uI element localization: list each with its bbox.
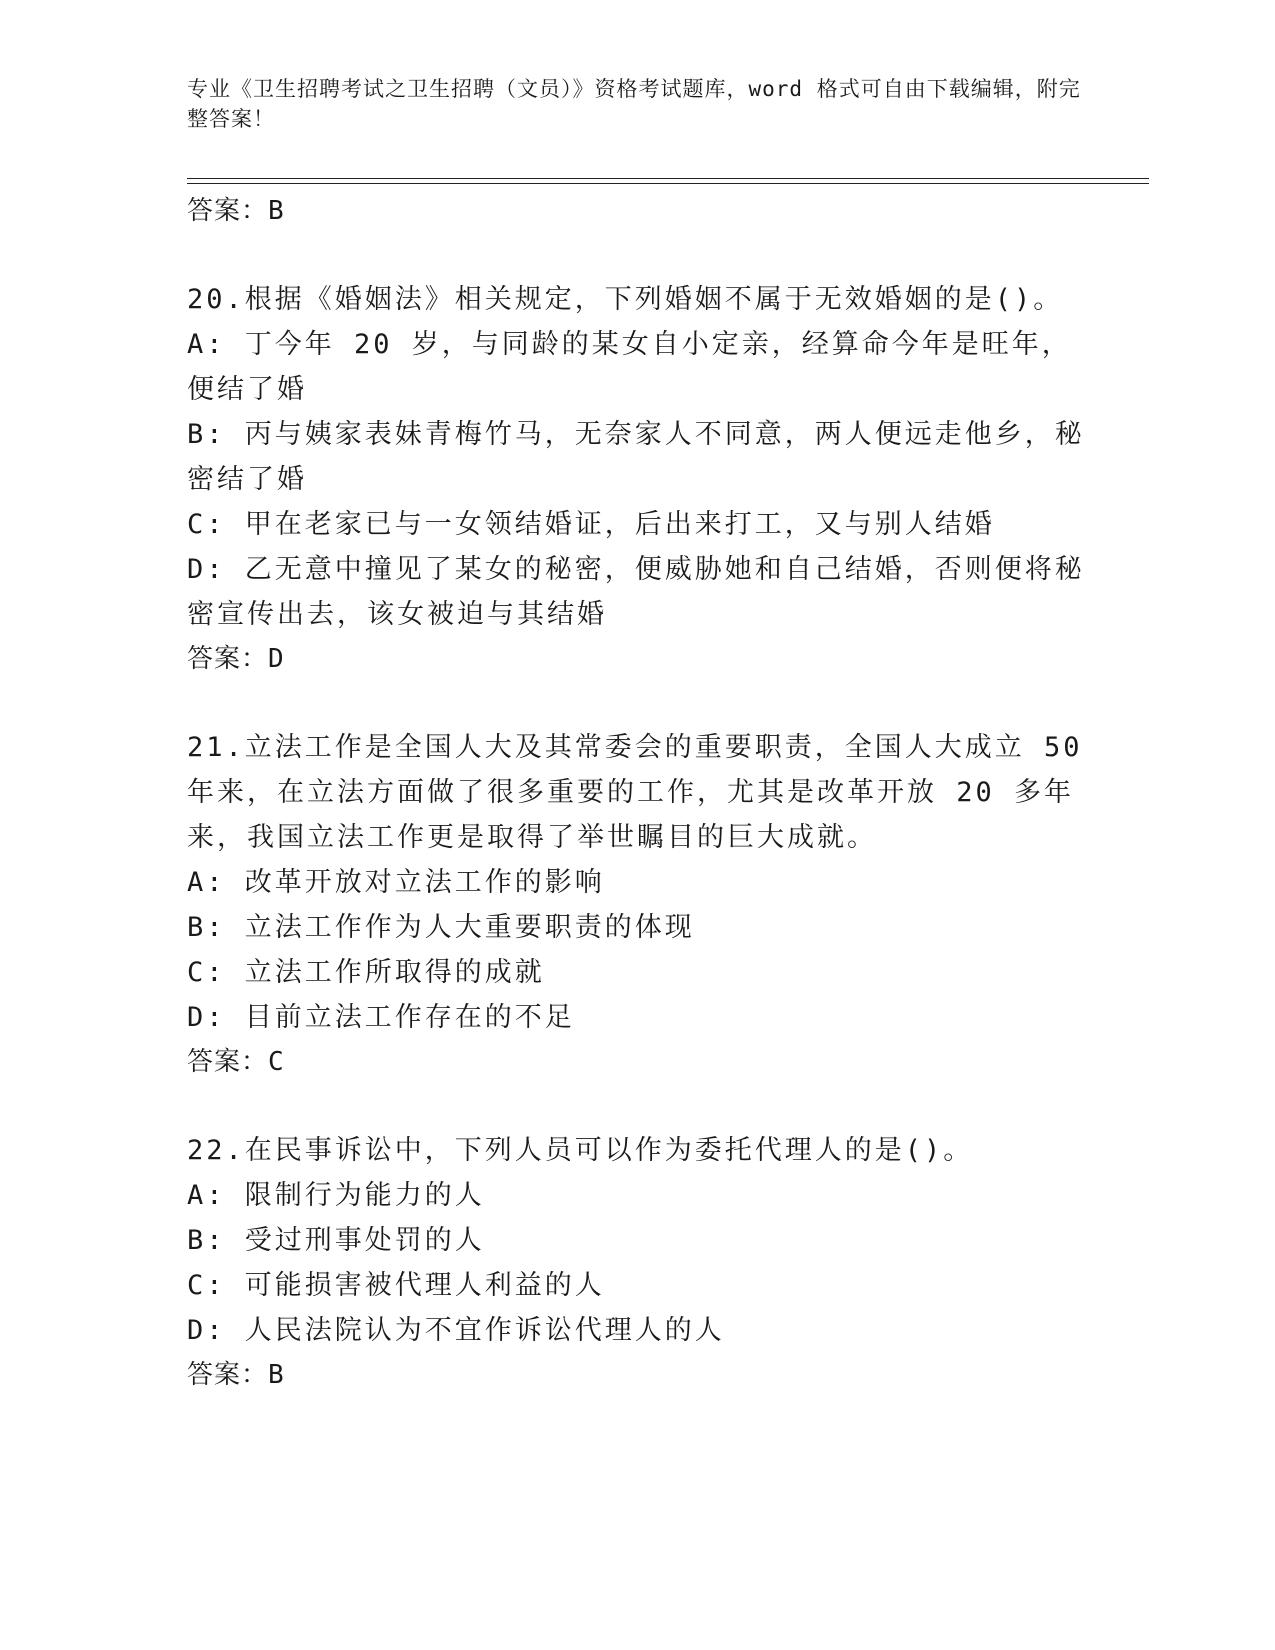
option-b: B: 立法工作作为人大重要职责的体现 xyxy=(187,912,695,943)
option-b: B: 丙与姨家表妹青梅竹马，无奈家人不同意，两人便远走他乡，秘密结了婚 xyxy=(187,419,1085,495)
header-rule-bottom xyxy=(187,183,1149,184)
option-c: C: 甲在老家已与一女领结婚证，后出来打工，又与别人结婚 xyxy=(187,509,995,540)
option-d: D: 人民法院认为不宜作诉讼代理人的人 xyxy=(187,1315,725,1346)
option-a: A: 改革开放对立法工作的影响 xyxy=(187,867,605,898)
page-header: 专业《卫生招聘考试之卫生招聘（文员）》资格考试题库，word 格式可自由下载编辑，附完整答案！ xyxy=(187,77,1081,131)
answer-line: 答案：C xyxy=(187,1047,285,1077)
option-c: C: 立法工作所取得的成就 xyxy=(187,957,545,988)
header-rule-top xyxy=(187,178,1149,179)
option-d: D: 乙无意中撞见了某女的秘密，便威胁她和自己结婚，否则便将秘密宣传出去，该女被迫与其结婚 xyxy=(187,554,1085,630)
option-d: D: 目前立法工作存在的不足 xyxy=(187,1002,575,1033)
option-b: B: 受过刑事处罚的人 xyxy=(187,1225,485,1256)
question-20 xyxy=(187,277,1087,681)
question-stem: 22.在民事诉讼中，下列人员可以作为委托代理人的是()。 xyxy=(187,1135,974,1166)
question-21 xyxy=(187,725,1087,1084)
question-list xyxy=(187,189,1087,1397)
question-stem: 21.立法工作是全国人大及其常委会的重要职责，全国人大成立 50 年来，在立法方面做了很多重要的工作，尤其是改革开放 20 多年来，我国立法工作更是取得了举世瞩目的巨大成就。 xyxy=(187,732,1083,853)
answer-line: 答案：B xyxy=(187,196,285,226)
answer-line: 答案：D xyxy=(187,644,285,674)
answer-line: 答案：B xyxy=(187,1360,285,1390)
question-22 xyxy=(187,1128,1087,1397)
option-c: C: 可能损害被代理人利益的人 xyxy=(187,1270,605,1301)
option-a: A: 限制行为能力的人 xyxy=(187,1180,485,1211)
option-a: A: 丁今年 20 岁，与同龄的某女自小定亲，经算命今年是旺年，便结了婚 xyxy=(187,329,1072,405)
question-stem: 20.根据《婚姻法》相关规定，下列婚姻不属于无效婚姻的是()。 xyxy=(187,284,1064,315)
